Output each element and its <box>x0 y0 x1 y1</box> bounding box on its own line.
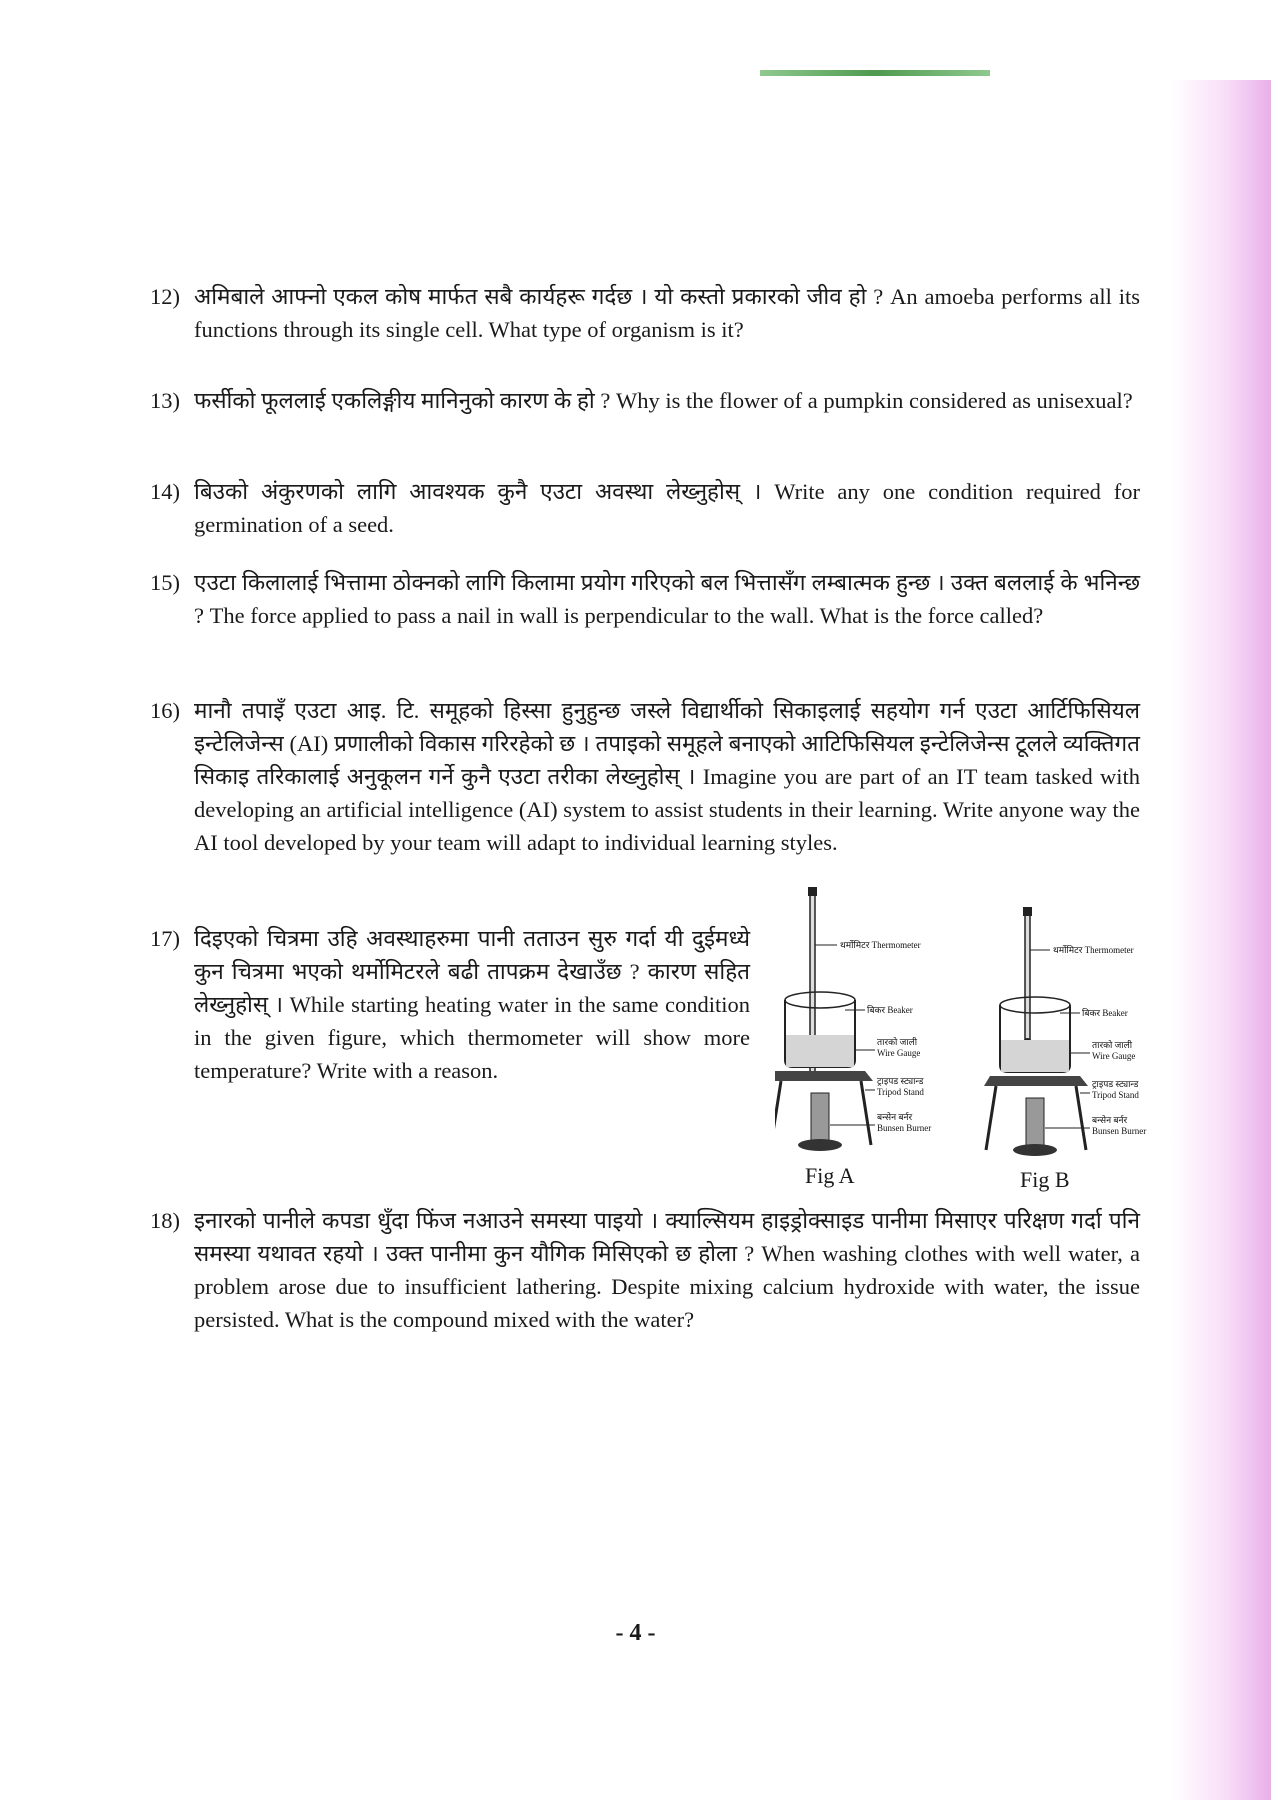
question-text: अमिबाले आफ्नो एकल कोष मार्फत सबै कार्यहरू गर्दछ । यो कस्तो प्रकारको जीव हो ? An amoeba performs all its functions through its single cell. What type of organism is it? <box>194 284 1140 342</box>
fig-b-tripod-label: Tripod Stand <box>1092 1090 1139 1100</box>
question-text: इनारको पानीले कपडा धुँदा फिंज नआउने समस्या पाइयो । क्याल्सियम हाइड्रोक्साइड पानीमा मिसाएर परिक्षण गर्दा पनि समस्या यथावत रहयो । उक्त पानीमा कुन यौगिक मिसिएको छ होला ? When washing clothes with well water, a problem arose due to insufficient lathering. Despite mixing calcium hydroxide with water, the issue persisted. What is the compound mixed with the water? <box>194 1208 1140 1332</box>
fig-a-burner-label: Bunsen Burner <box>877 1123 932 1133</box>
question-13 <box>150 384 1140 417</box>
fig-a-tripod-np-label: ट्राइपड स्ट्यान्ड <box>877 1076 924 1086</box>
question-number: 18) <box>150 1208 180 1233</box>
question-14 <box>150 475 1140 541</box>
question-text: मानौ तपाइँ एउटा आइ. टि. समूहको हिस्सा हुनुहुन्छ जस्ले विद्यार्थीको सिकाइलाई सहयोग गर्न एउटा आर्टिफिसियल इन्टेलिजेन्स (AI) प्रणालीको विकास गरिरहेको छ । तपाइको समूहले बनाएको आटिफिसियल इन्टेलिजेन्स टूलले व्यक्तिगत सिकाइ तरिकालाई अनुकूलन गर्ने कुनै एउटा तरीका लेख्नुहोस् । Imagine you are part of an IT team tasked with developing an artificial intelligence (AI) system to assist students in their learning. Write anyone way the AI tool developed by your team will adapt to individual learning styles. <box>194 698 1140 855</box>
top-tape-strip <box>760 70 990 76</box>
fig-a-gauze-label: Wire Gauge <box>877 1048 921 1058</box>
fig-b-burner-label: Bunsen Burner <box>1092 1126 1147 1136</box>
question-16 <box>150 694 1140 859</box>
beaker-heating-figure <box>775 885 1175 1195</box>
fig-b-beaker-label: बिकर Beaker <box>1082 1008 1128 1018</box>
fig-b-thermometer-label: थर्मोमिटर Thermometer <box>1053 945 1134 955</box>
fig-b-tripod-np-label: ट्राइपड स्ट्यान्ड <box>1092 1079 1139 1089</box>
fig-b-gauze-label: Wire Gauge <box>1092 1051 1136 1061</box>
fig-a-burner-np-label: बन्सेन बर्नर <box>877 1112 913 1122</box>
fig-b-caption: Fig B <box>1020 1167 1070 1192</box>
question-number: 12) <box>150 284 180 309</box>
fig-a-gauze-np-label: तारको जाली <box>877 1037 918 1047</box>
fig-a-beaker-label: बिकर Beaker <box>867 1005 913 1015</box>
question-text: बिउको अंकुरणको लागि आवश्यक कुनै एउटा अवस्था लेख्नुहोस् । Write any one condition required for germination of a seed. <box>194 479 1140 537</box>
question-18 <box>150 1204 1140 1336</box>
question-17 <box>150 922 750 1087</box>
question-text: एउटा किलालाई भित्तामा ठोक्नको लागि किलामा प्रयोग गरिएको बल भित्तासँग लम्बात्मक हुन्छ । उक्त बललाई के भनिन्छ ? The force applied to pass a nail in wall is perpendicular to the wall. What is the force called? <box>194 570 1140 628</box>
question-text: दिइएको चित्रमा उहि अवस्थाहरुमा पानी तताउन सुरु गर्दा यी दुईमध्ये कुन चित्रमा भएको थर्मोमिटरले बढी तापक्रम देखाउँछ ? कारण सहित लेख्नुहोस् । While starting heating water in the same condition in the given figure, which thermometer will show more temperature? Write with a reason. <box>194 926 750 1083</box>
fig-b-burner-np-label: बन्सेन बर्नर <box>1092 1115 1128 1125</box>
fig-a-caption: Fig A <box>805 1163 855 1188</box>
question-number: 17) <box>150 926 180 951</box>
question-15 <box>150 566 1140 632</box>
fig-a-apparatus <box>775 887 873 1151</box>
question-number: 15) <box>150 570 180 595</box>
question-number: 14) <box>150 479 180 504</box>
fig-b-gauze-np-label: तारको जाली <box>1092 1040 1133 1050</box>
apparatus-diagram <box>775 885 1175 1195</box>
question-12 <box>150 280 1140 346</box>
fig-a-thermometer-label: थर्मोमिटर Thermometer <box>840 940 921 950</box>
page-number: - 4 - <box>615 1620 656 1646</box>
fig-a-tripod-label: Tripod Stand <box>877 1087 924 1097</box>
question-text: फर्सीको फूललाई एकलिङ्गीय मानिनुको कारण के हो ? Why is the flower of a pumpkin considered as unisexual? <box>194 388 1133 413</box>
question-number: 16) <box>150 698 180 723</box>
page-edge-tint <box>1171 80 1271 1800</box>
question-number: 13) <box>150 388 180 413</box>
